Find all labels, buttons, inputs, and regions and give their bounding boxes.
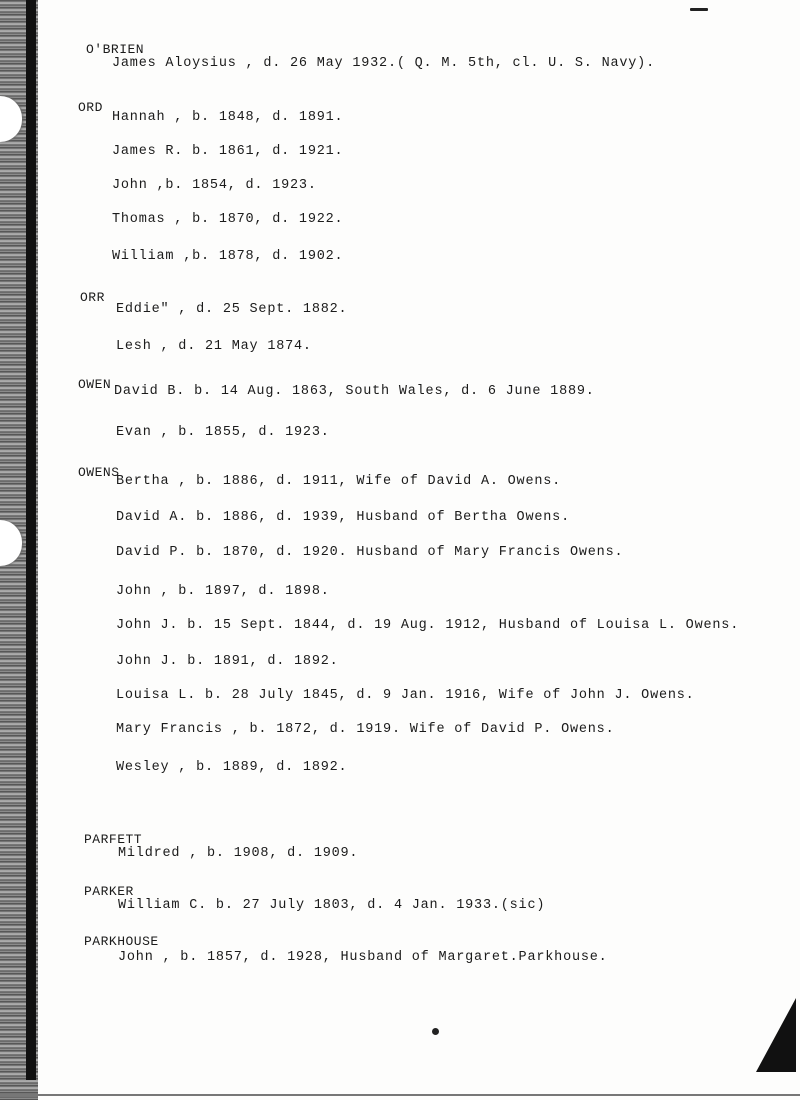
entry-line: David B. b. 14 Aug. 1863, South Wales, d. 6 June 1889. [114, 384, 595, 399]
entry-line: David P. b. 1870, d. 1920. Husband of Mary Francis Owens. [116, 545, 624, 560]
entry-line: William ,b. 1878, d. 1902. [112, 249, 344, 264]
entry-line: Mildred , b. 1908, d. 1909. [118, 846, 359, 861]
entry-line: Mary Francis , b. 1872, d. 1919. Wife of David P. Owens. [116, 722, 615, 737]
ink-speck [432, 1028, 439, 1035]
surname-heading: PARKER [84, 884, 134, 899]
entry-line: Bertha , b. 1886, d. 1911, Wife of David A. Owens. [116, 474, 562, 489]
entry-line: Wesley , b. 1889, d. 1892. [116, 760, 348, 775]
entry-line: Lesh , d. 21 May 1874. [116, 339, 312, 354]
surname-heading: OWENS [78, 465, 120, 480]
entry-line: Eddie" , d. 25 Sept. 1882. [116, 302, 348, 317]
entry-line: James Aloysius , d. 26 May 1932.( Q. M. 5th, cl. U. S. Navy). [112, 56, 655, 71]
surname-heading: OWEN [78, 377, 112, 392]
entry-line: John J. b. 1891, d. 1892. [116, 654, 339, 669]
entry-line: Thomas , b. 1870, d. 1922. [112, 212, 344, 227]
surname-heading: ORR [80, 290, 105, 305]
entry-line: James R. b. 1861, d. 1921. [112, 144, 344, 159]
entry-line: John J. b. 15 Sept. 1844, d. 19 Aug. 1912, Husband of Louisa L. Owens. [116, 618, 740, 633]
ink-speck [690, 8, 708, 11]
entry-line: William C. b. 27 July 1803, d. 4 Jan. 1933.(sic) [118, 898, 546, 913]
entry-line: Hannah , b. 1848, d. 1891. [112, 110, 344, 125]
surname-heading: PARKHOUSE [84, 934, 159, 949]
surname-heading: O'BRIEN [86, 42, 145, 57]
entry-line: John , b. 1857, d. 1928, Husband of Margaret.Parkhouse. [118, 950, 608, 965]
entry-line: Evan , b. 1855, d. 1923. [116, 425, 330, 440]
page-bottom-edge [0, 1094, 800, 1096]
page-corner-shadow [756, 998, 796, 1072]
entry-line: Louisa L. b. 28 July 1845, d. 9 Jan. 1916, Wife of John J. Owens. [116, 688, 695, 703]
surname-heading: PARFETT [84, 832, 143, 847]
entry-line: John ,b. 1854, d. 1923. [112, 178, 317, 193]
entry-line: David A. b. 1886, d. 1939, Husband of Bertha Owens. [116, 510, 570, 525]
entry-line: John , b. 1897, d. 1898. [116, 584, 330, 599]
binding-shadow [26, 0, 36, 1080]
surname-heading: ORD [78, 100, 103, 115]
